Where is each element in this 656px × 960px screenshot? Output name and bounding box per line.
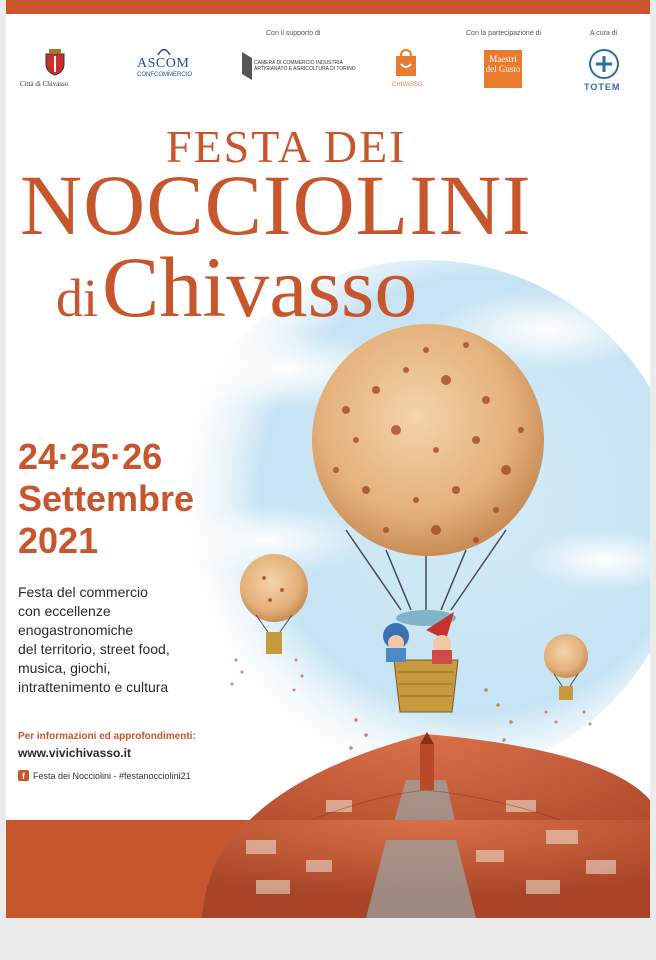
ascom-sub: CONFCOMMERCIO [137,72,192,78]
description-line: Festa del commercio [18,584,148,600]
totem-plus-icon [588,48,620,80]
event-date [18,436,194,562]
title-chivasso: Chivasso [102,239,418,335]
ascom-label: ASCOM [137,56,190,71]
info-label: Per informazioni ed approfondimenti: [18,731,196,742]
chivasso-bag-label: CHIVASSO [392,82,423,88]
description-line: del territorio, street food, [18,641,170,657]
social-row[interactable] [18,770,191,781]
city-crest-icon [44,48,66,76]
title-di: di [56,268,99,328]
title-line-2: NOCCIOLINI [20,157,532,253]
date-days: 24·25·26 [18,436,163,477]
social-text: Festa dei Nocciolini - #festanocciolini21 [33,770,191,781]
sponsors-row [6,26,650,96]
website-link[interactable]: www.vivichivasso.it [18,746,131,760]
camera-label: CAMERA DI COMMERCIO INDUSTRIA ARTIGIANATO E AGRICOLTURA DI TORINO [254,60,356,72]
participation-caption: Con la partecipazione di [466,30,542,37]
ascom-icon [157,46,171,56]
bottom-band [6,820,650,918]
title-line-3 [56,239,418,335]
description-line: con eccellenze [18,603,111,619]
support-caption: Con il supporto di [266,30,321,37]
description-line: intrattenimento e cultura [18,679,169,695]
event-description [18,583,238,697]
totem-label: TOTEM [584,82,621,92]
date-year: 2021 [18,520,99,561]
maestri-label: Maestri del Gusto [484,50,522,88]
date-month: Settembre [18,478,195,519]
shopping-bag-icon [394,48,418,78]
description-line: musica, giochi, [18,660,111,676]
care-caption: A cura di [590,30,618,37]
description-line: enogastronomiche [18,622,134,638]
poster [6,0,650,918]
facebook-icon: f [18,770,29,781]
camera-commercio-icon [242,52,252,80]
title-line-1: FESTA DEI [166,121,407,172]
city-label: Città di Chivasso [20,80,69,88]
